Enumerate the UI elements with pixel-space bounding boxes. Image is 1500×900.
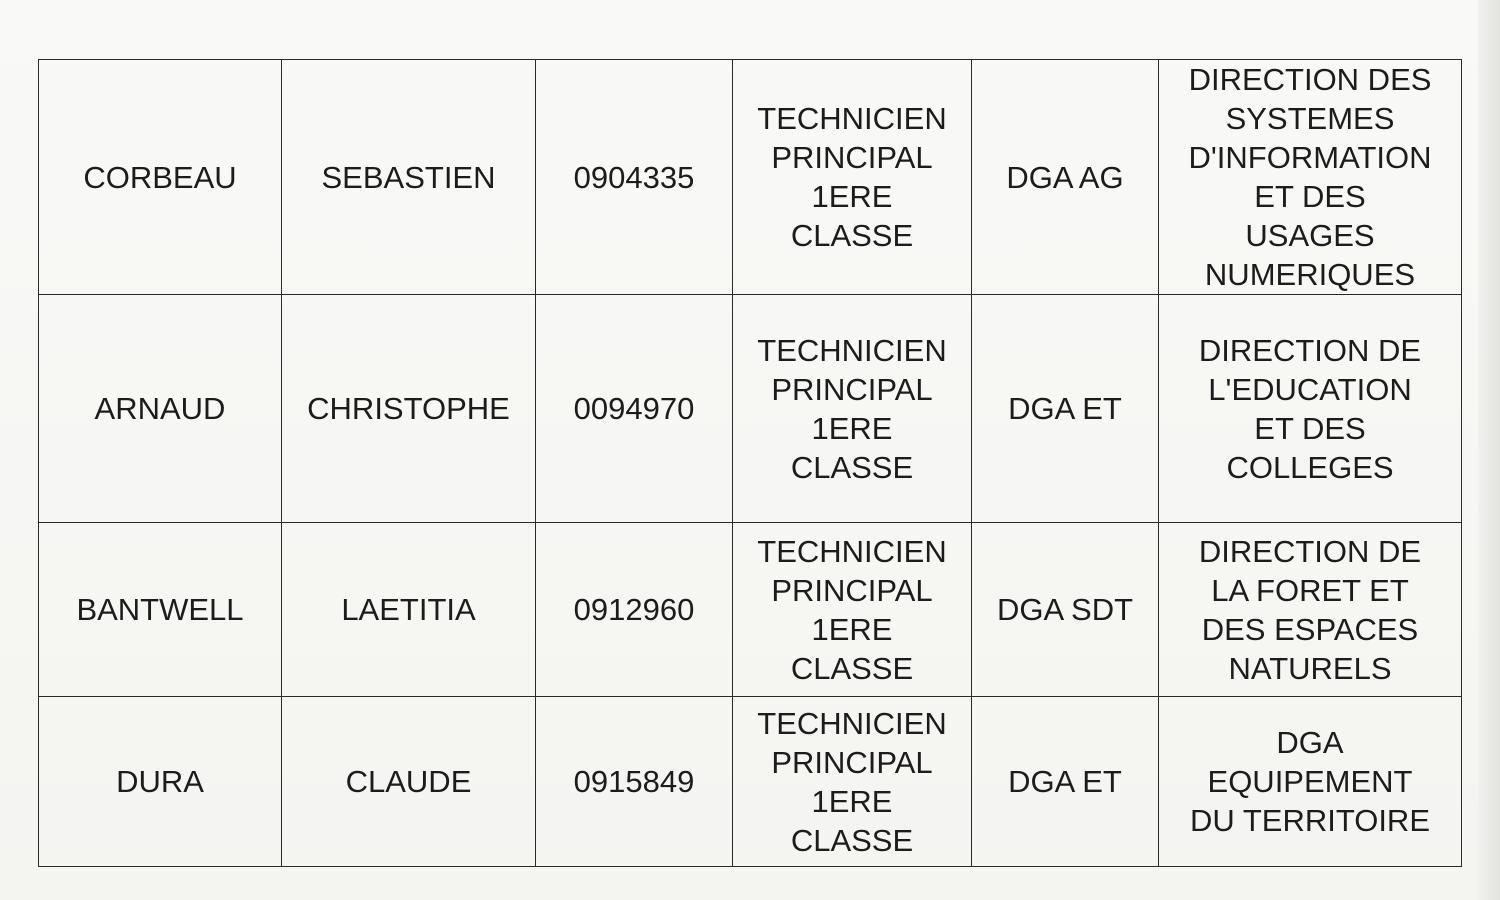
cell-grade: TECHNICIEN PRINCIPAL 1ERE CLASSE <box>733 60 972 295</box>
staff-table <box>38 59 1462 867</box>
cell-prenom: CLAUDE <box>282 697 536 867</box>
cell-grade: TECHNICIEN PRINCIPAL 1ERE CLASSE <box>733 295 972 523</box>
cell-direction: DIRECTION DE L'EDUCATION ET DES COLLEGES <box>1159 295 1462 523</box>
cell-matricule: 0904335 <box>536 60 733 295</box>
cell-dga: DGA ET <box>972 697 1159 867</box>
cell-prenom: SEBASTIEN <box>282 60 536 295</box>
table-row <box>39 697 1462 867</box>
cell-direction: DIRECTION DE LA FORET ET DES ESPACES NATURELS <box>1159 523 1462 697</box>
cell-prenom: LAETITIA <box>282 523 536 697</box>
cell-matricule: 0912960 <box>536 523 733 697</box>
cell-matricule: 0094970 <box>536 295 733 523</box>
cell-dga: DGA ET <box>972 295 1159 523</box>
cell-matricule: 0915849 <box>536 697 733 867</box>
cell-prenom: CHRISTOPHE <box>282 295 536 523</box>
table-row <box>39 295 1462 523</box>
cell-nom: BANTWELL <box>39 523 282 697</box>
table-row <box>39 60 1462 295</box>
cell-nom: ARNAUD <box>39 295 282 523</box>
cell-direction: DGA EQUIPEMENT DU TERRITOIRE <box>1159 697 1462 867</box>
cell-dga: DGA AG <box>972 60 1159 295</box>
cell-grade: TECHNICIEN PRINCIPAL 1ERE CLASSE <box>733 523 972 697</box>
page-edge-shadow <box>1478 0 1500 900</box>
cell-dga: DGA SDT <box>972 523 1159 697</box>
table-row <box>39 523 1462 697</box>
cell-nom: DURA <box>39 697 282 867</box>
cell-grade: TECHNICIEN PRINCIPAL 1ERE CLASSE <box>733 697 972 867</box>
cell-nom: CORBEAU <box>39 60 282 295</box>
cell-direction: DIRECTION DES SYSTEMES D'INFORMATION ET DES USAGES NUMERIQUES <box>1159 60 1462 295</box>
